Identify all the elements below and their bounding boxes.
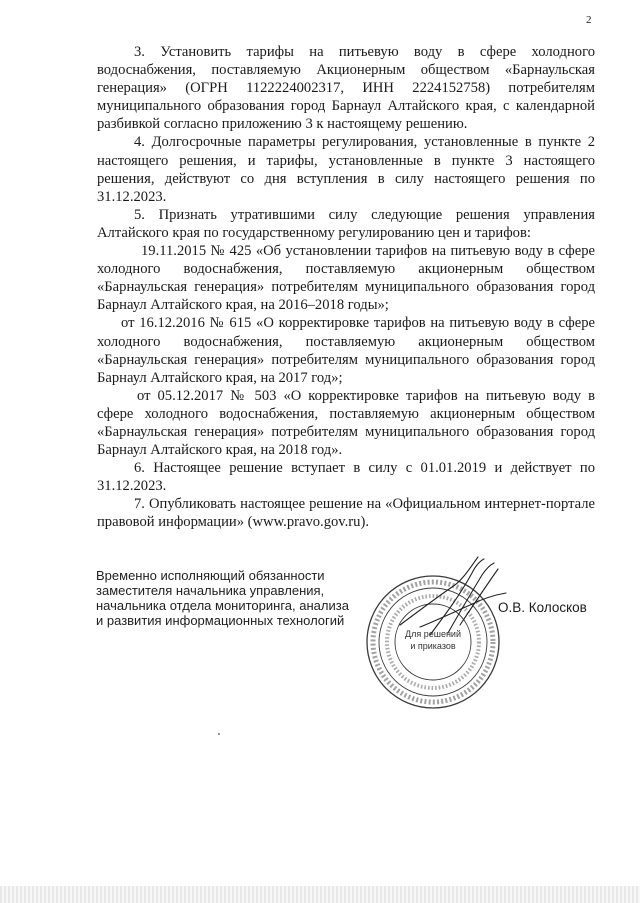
signatory-title-line: и развития информационных технологий <box>96 613 345 628</box>
repealed-decision-425: 19.11.2015 № 425 «Об установлении тарифов на питьевую воду в сфере холодного водоснабжения, поставляемую акционерным обществом «Барнаульская генерация» потребителям муниципального образования город Барнаул Алтайского края, на 2016–2018 годы»; <box>97 243 595 314</box>
repealed-decision-503: от 05.12.2017 № 503 «О корректировке тарифов на питьевую воду в сфере холодного водоснабжения, поставляемую акционерным обществом «Барнаульская генерация» потребителям муниципального образования город Барнаул Алтайского края, на 2018 год». <box>97 387 595 459</box>
repealed-decision-615: от 16.12.2016 № 615 «О корректировке тарифов на питьевую воду в сфере холодного водоснабжения, поставляемую акционерным обществом «Барнаульская генерация» потребителям муниципального образования город Барнаул Алтайского края, на 2017 год»; <box>97 315 595 386</box>
paragraph-5: 5. Признать утратившими силу следующие решения управления Алтайского края по государственному регулированию цен и тарифов: <box>97 206 595 241</box>
paragraph-4: 4. Долгосрочные параметры регулирования, установленные в пункте 2 настоящего решения, и тарифы, установленные в пункте 3 настоящего решения, действуют со дня вступления в силу настоящего решения по 31.12.2023. <box>97 134 595 205</box>
signatory-title <box>96 568 376 628</box>
page-number: 2 <box>586 14 592 26</box>
document-body <box>97 43 595 532</box>
scan-speck <box>218 733 220 735</box>
signatory-name: О.В. Колосков <box>498 600 587 615</box>
signatory-title-line: начальника отдела мониторинга, анализа <box>96 598 349 613</box>
official-stamp <box>360 555 530 725</box>
paragraph-7: 7. Опубликовать настоящее решение на «Официальном интернет-портале правовой информации» (www.pravo.gov.ru). <box>97 496 595 531</box>
scan-edge-strip <box>0 886 640 903</box>
stamp-center-line1: Для решений <box>405 629 461 639</box>
stamp-center-line2: и приказов <box>410 641 456 651</box>
signatory-title-line: Временно исполняющий обязанности <box>96 568 325 583</box>
paragraph-3: 3. Установить тарифы на питьевую воду в сфере холодного водоснабжения, поставляемую Акционерным обществом «Барнаульская генерация» (ОГРН 1122224002317, ИНН 2224152758) потребителям муниципального образования город Барнаул Алтайского края, с календарной разбивкой согласно приложению 3 к настоящему решению. <box>97 44 595 133</box>
signatory-title-line: заместителя начальника управления, <box>96 583 325 598</box>
paragraph-6: 6. Настоящее решение вступает в силу с 01.01.2019 и действует по 31.12.2023. <box>97 460 595 495</box>
